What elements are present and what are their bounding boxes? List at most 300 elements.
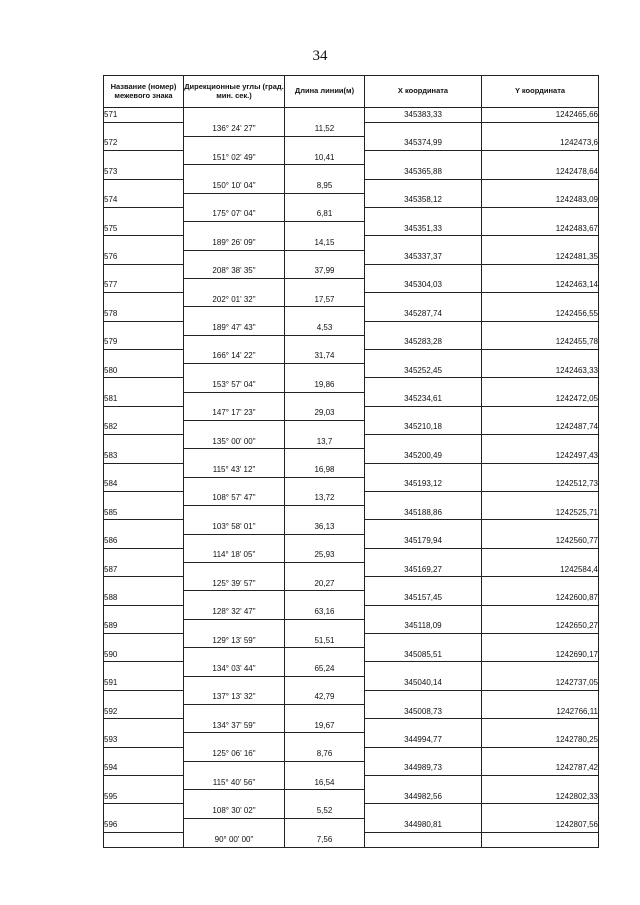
table-row — [104, 122, 599, 136]
empty-cell — [285, 420, 365, 434]
direction-angle: 135° 00' 00" — [184, 435, 285, 449]
y-coordinate: 1242512,73 — [482, 477, 599, 491]
direction-angle: 103° 58' 01" — [184, 520, 285, 534]
empty-cell — [285, 648, 365, 662]
y-coordinate: 1242525,71 — [482, 506, 599, 520]
empty-cell — [285, 165, 365, 179]
empty-cell — [104, 662, 184, 676]
line-length: 8,76 — [285, 747, 365, 761]
empty-cell — [184, 563, 285, 577]
empty-cell — [482, 236, 599, 250]
point-name: 596 — [104, 818, 184, 832]
empty-cell — [184, 136, 285, 150]
direction-angle: 153° 57' 04" — [184, 378, 285, 392]
empty-cell — [285, 705, 365, 719]
empty-cell — [285, 818, 365, 832]
empty-cell — [365, 832, 482, 847]
table-row — [104, 634, 599, 648]
direction-angle: 166° 14' 22" — [184, 349, 285, 363]
empty-cell — [184, 676, 285, 690]
header-name: Название (номер) межевого знака — [104, 76, 184, 108]
line-length: 65,24 — [285, 662, 365, 676]
table-row — [104, 307, 599, 321]
x-coordinate: 345157,45 — [365, 591, 482, 605]
y-coordinate: 1242455,78 — [482, 335, 599, 349]
empty-cell — [104, 207, 184, 221]
x-coordinate: 345374,99 — [365, 136, 482, 150]
empty-cell — [285, 449, 365, 463]
line-length: 14,15 — [285, 236, 365, 250]
empty-cell — [365, 179, 482, 193]
empty-cell — [482, 491, 599, 505]
point-name: 590 — [104, 648, 184, 662]
empty-cell — [365, 463, 482, 477]
direction-angle: 108° 57' 47" — [184, 491, 285, 505]
table-row — [104, 349, 599, 363]
empty-cell — [285, 278, 365, 292]
empty-cell — [184, 193, 285, 207]
point-name: 593 — [104, 733, 184, 747]
empty-cell — [104, 719, 184, 733]
empty-cell — [482, 662, 599, 676]
direction-angle: 208° 38' 35" — [184, 264, 285, 278]
y-coordinate: 1242463,33 — [482, 364, 599, 378]
table-row — [104, 420, 599, 434]
line-length: 63,16 — [285, 605, 365, 619]
x-coordinate: 344994,77 — [365, 733, 482, 747]
line-length: 29,03 — [285, 406, 365, 420]
table-row — [104, 108, 599, 123]
table-row — [104, 790, 599, 804]
direction-angle: 134° 03' 44" — [184, 662, 285, 676]
y-coordinate: 1242456,55 — [482, 307, 599, 321]
table-row — [104, 506, 599, 520]
empty-cell — [184, 222, 285, 236]
x-coordinate: 345304,03 — [365, 278, 482, 292]
table-row — [104, 207, 599, 221]
direction-angle: 202° 01' 32" — [184, 293, 285, 307]
direction-angle: 136° 24' 27" — [184, 122, 285, 136]
empty-cell — [184, 619, 285, 633]
direction-angle: 175° 07' 04" — [184, 207, 285, 221]
point-name: 584 — [104, 477, 184, 491]
empty-cell — [285, 392, 365, 406]
empty-cell — [184, 534, 285, 548]
empty-cell — [104, 577, 184, 591]
line-length: 6,81 — [285, 207, 365, 221]
empty-cell — [184, 278, 285, 292]
empty-cell — [365, 634, 482, 648]
table-row — [104, 563, 599, 577]
x-coordinate: 345383,33 — [365, 108, 482, 123]
table-row — [104, 250, 599, 264]
header-length: Длина линии(м) — [285, 76, 365, 108]
x-coordinate: 345365,88 — [365, 165, 482, 179]
x-coordinate: 345210,18 — [365, 420, 482, 434]
table-row — [104, 278, 599, 292]
empty-cell — [365, 122, 482, 136]
empty-cell — [184, 506, 285, 520]
line-length: 25,93 — [285, 548, 365, 562]
point-name: 591 — [104, 676, 184, 690]
table-row — [104, 690, 599, 704]
empty-cell — [184, 591, 285, 605]
direction-angle: 114° 18' 05" — [184, 548, 285, 562]
direction-angle: 151° 02' 49" — [184, 151, 285, 165]
empty-cell — [184, 648, 285, 662]
line-length: 4,53 — [285, 321, 365, 335]
empty-cell — [365, 406, 482, 420]
empty-cell — [285, 193, 365, 207]
empty-cell — [365, 548, 482, 562]
x-coordinate: 344989,73 — [365, 761, 482, 775]
table-row — [104, 733, 599, 747]
empty-cell — [104, 406, 184, 420]
line-length: 11,52 — [285, 122, 365, 136]
point-name: 581 — [104, 392, 184, 406]
x-coordinate: 344982,56 — [365, 790, 482, 804]
y-coordinate: 1242584,4 — [482, 563, 599, 577]
direction-angle: 90° 00' 00" — [184, 832, 285, 847]
empty-cell — [184, 818, 285, 832]
empty-cell — [365, 151, 482, 165]
direction-angle: 115° 40' 56" — [184, 776, 285, 790]
empty-cell — [104, 832, 184, 847]
y-coordinate: 1242766,11 — [482, 705, 599, 719]
table-row — [104, 648, 599, 662]
table-row — [104, 747, 599, 761]
y-coordinate: 1242483,67 — [482, 222, 599, 236]
empty-cell — [482, 321, 599, 335]
empty-cell — [285, 761, 365, 775]
point-name: 578 — [104, 307, 184, 321]
point-name: 576 — [104, 250, 184, 264]
empty-cell — [184, 733, 285, 747]
empty-cell — [365, 435, 482, 449]
empty-cell — [482, 804, 599, 818]
y-coordinate: 1242787,42 — [482, 761, 599, 775]
table-row — [104, 548, 599, 562]
line-length: 16,54 — [285, 776, 365, 790]
empty-cell — [365, 321, 482, 335]
y-coordinate: 1242650,27 — [482, 619, 599, 633]
empty-cell — [184, 477, 285, 491]
y-coordinate: 1242737,05 — [482, 676, 599, 690]
x-coordinate: 345085,51 — [365, 648, 482, 662]
line-length: 19,67 — [285, 719, 365, 733]
empty-cell — [285, 250, 365, 264]
empty-cell — [285, 335, 365, 349]
header-y: Y координата — [482, 76, 599, 108]
empty-cell — [482, 207, 599, 221]
table-row — [104, 491, 599, 505]
table-row — [104, 832, 599, 847]
table-row — [104, 449, 599, 463]
empty-cell — [104, 747, 184, 761]
point-name: 594 — [104, 761, 184, 775]
empty-cell — [285, 790, 365, 804]
table-row — [104, 818, 599, 832]
empty-cell — [482, 548, 599, 562]
point-name: 577 — [104, 278, 184, 292]
point-name: 582 — [104, 420, 184, 434]
point-name: 572 — [104, 136, 184, 150]
y-coordinate: 1242807,56 — [482, 818, 599, 832]
empty-cell — [365, 378, 482, 392]
line-length: 20,27 — [285, 577, 365, 591]
table-body — [104, 108, 599, 848]
table-row — [104, 236, 599, 250]
y-coordinate: 1242481,35 — [482, 250, 599, 264]
empty-cell — [184, 364, 285, 378]
empty-cell — [104, 463, 184, 477]
table-row — [104, 392, 599, 406]
point-name: 575 — [104, 222, 184, 236]
table-row — [104, 264, 599, 278]
empty-cell — [482, 747, 599, 761]
y-coordinate: 1242483,09 — [482, 193, 599, 207]
empty-cell — [104, 548, 184, 562]
empty-cell — [104, 605, 184, 619]
y-coordinate: 1242465,66 — [482, 108, 599, 123]
empty-cell — [285, 619, 365, 633]
header-x: X координата — [365, 76, 482, 108]
empty-cell — [285, 136, 365, 150]
line-length: 37,99 — [285, 264, 365, 278]
direction-angle: 125° 39' 57" — [184, 577, 285, 591]
empty-cell — [365, 349, 482, 363]
empty-cell — [104, 690, 184, 704]
table-row — [104, 591, 599, 605]
direction-angle: 189° 47' 43" — [184, 321, 285, 335]
line-length: 16,98 — [285, 463, 365, 477]
x-coordinate: 345234,61 — [365, 392, 482, 406]
empty-cell — [285, 534, 365, 548]
empty-cell — [365, 776, 482, 790]
empty-cell — [482, 719, 599, 733]
empty-cell — [184, 108, 285, 123]
empty-cell — [104, 236, 184, 250]
y-coordinate: 1242690,17 — [482, 648, 599, 662]
x-coordinate: 345040,14 — [365, 676, 482, 690]
y-coordinate: 1242600,87 — [482, 591, 599, 605]
empty-cell — [482, 378, 599, 392]
x-coordinate: 345008,73 — [365, 705, 482, 719]
table-row — [104, 193, 599, 207]
empty-cell — [365, 264, 482, 278]
empty-cell — [285, 307, 365, 321]
empty-cell — [365, 690, 482, 704]
y-coordinate: 1242463,14 — [482, 278, 599, 292]
direction-angle: 137° 13' 32" — [184, 690, 285, 704]
line-length: 13,7 — [285, 435, 365, 449]
empty-cell — [365, 520, 482, 534]
line-length: 5,52 — [285, 804, 365, 818]
empty-cell — [365, 719, 482, 733]
x-coordinate: 345188,86 — [365, 506, 482, 520]
x-coordinate: 345118,09 — [365, 619, 482, 633]
point-name: 580 — [104, 364, 184, 378]
empty-cell — [104, 179, 184, 193]
line-length: 10,41 — [285, 151, 365, 165]
empty-cell — [285, 733, 365, 747]
empty-cell — [104, 321, 184, 335]
empty-cell — [482, 832, 599, 847]
empty-cell — [104, 378, 184, 392]
table-row — [104, 151, 599, 165]
point-name: 595 — [104, 790, 184, 804]
point-name: 571 — [104, 108, 184, 123]
line-length: 7,56 — [285, 832, 365, 847]
y-coordinate: 1242497,43 — [482, 449, 599, 463]
x-coordinate: 345358,12 — [365, 193, 482, 207]
point-name: 586 — [104, 534, 184, 548]
point-name: 574 — [104, 193, 184, 207]
empty-cell — [184, 392, 285, 406]
line-length: 8,95 — [285, 179, 365, 193]
empty-cell — [285, 108, 365, 123]
empty-cell — [482, 293, 599, 307]
point-name: 579 — [104, 335, 184, 349]
table-row — [104, 520, 599, 534]
page-number: 34 — [312, 48, 328, 64]
x-coordinate: 345193,12 — [365, 477, 482, 491]
line-length: 51,51 — [285, 634, 365, 648]
table-row — [104, 435, 599, 449]
empty-cell — [365, 293, 482, 307]
x-coordinate: 345337,37 — [365, 250, 482, 264]
x-coordinate: 345169,27 — [365, 563, 482, 577]
direction-angle: 108° 30' 02" — [184, 804, 285, 818]
table-row — [104, 293, 599, 307]
empty-cell — [482, 151, 599, 165]
empty-cell — [104, 293, 184, 307]
empty-cell — [482, 264, 599, 278]
empty-cell — [482, 776, 599, 790]
empty-cell — [285, 676, 365, 690]
table-row — [104, 776, 599, 790]
empty-cell — [365, 747, 482, 761]
empty-cell — [184, 790, 285, 804]
table-row — [104, 662, 599, 676]
point-name: 587 — [104, 563, 184, 577]
point-name: 589 — [104, 619, 184, 633]
table-row — [104, 136, 599, 150]
direction-angle: 134° 37' 59" — [184, 719, 285, 733]
table-row — [104, 804, 599, 818]
line-length: 31,74 — [285, 349, 365, 363]
empty-cell — [365, 804, 482, 818]
x-coordinate: 345287,74 — [365, 307, 482, 321]
empty-cell — [365, 577, 482, 591]
empty-cell — [285, 364, 365, 378]
table-row — [104, 577, 599, 591]
table-row — [104, 463, 599, 477]
table-row — [104, 222, 599, 236]
line-length: 36,13 — [285, 520, 365, 534]
empty-cell — [104, 634, 184, 648]
empty-cell — [365, 236, 482, 250]
empty-cell — [365, 662, 482, 676]
empty-cell — [482, 690, 599, 704]
y-coordinate: 1242780,25 — [482, 733, 599, 747]
x-coordinate: 345283,28 — [365, 335, 482, 349]
empty-cell — [184, 449, 285, 463]
table-row — [104, 179, 599, 193]
y-coordinate: 1242802,33 — [482, 790, 599, 804]
empty-cell — [104, 122, 184, 136]
empty-cell — [482, 463, 599, 477]
empty-cell — [285, 563, 365, 577]
line-length: 19,86 — [285, 378, 365, 392]
direction-angle: 147° 17' 23" — [184, 406, 285, 420]
y-coordinate: 1242472,05 — [482, 392, 599, 406]
empty-cell — [285, 506, 365, 520]
table-row — [104, 165, 599, 179]
empty-cell — [104, 264, 184, 278]
empty-cell — [184, 420, 285, 434]
direction-angle: 115° 43' 12" — [184, 463, 285, 477]
point-name: 592 — [104, 705, 184, 719]
empty-cell — [285, 477, 365, 491]
empty-cell — [482, 520, 599, 534]
empty-cell — [184, 705, 285, 719]
empty-cell — [104, 435, 184, 449]
y-coordinate: 1242478,64 — [482, 165, 599, 179]
empty-cell — [184, 307, 285, 321]
header-angle: Дирекционные углы (град. мин. сек.) — [184, 76, 285, 108]
empty-cell — [482, 349, 599, 363]
empty-cell — [285, 591, 365, 605]
empty-cell — [104, 520, 184, 534]
empty-cell — [365, 207, 482, 221]
point-name: 588 — [104, 591, 184, 605]
table-row — [104, 406, 599, 420]
direction-angle: 129° 13' 59" — [184, 634, 285, 648]
empty-cell — [482, 605, 599, 619]
table-row — [104, 761, 599, 775]
y-coordinate: 1242473,6 — [482, 136, 599, 150]
empty-cell — [184, 250, 285, 264]
x-coordinate: 345179,94 — [365, 534, 482, 548]
table-row — [104, 619, 599, 633]
y-coordinate: 1242560,77 — [482, 534, 599, 548]
table-row — [104, 605, 599, 619]
table-row — [104, 378, 599, 392]
empty-cell — [365, 491, 482, 505]
x-coordinate: 345252,45 — [365, 364, 482, 378]
table-row — [104, 705, 599, 719]
empty-cell — [104, 151, 184, 165]
empty-cell — [104, 491, 184, 505]
empty-cell — [184, 165, 285, 179]
empty-cell — [104, 776, 184, 790]
empty-cell — [285, 222, 365, 236]
empty-cell — [482, 634, 599, 648]
empty-cell — [482, 406, 599, 420]
empty-cell — [482, 179, 599, 193]
table-row — [104, 477, 599, 491]
table-row — [104, 534, 599, 548]
empty-cell — [482, 122, 599, 136]
table-header-row — [104, 76, 599, 108]
direction-angle: 128° 32' 47" — [184, 605, 285, 619]
table-row — [104, 719, 599, 733]
direction-angle: 125° 06' 16" — [184, 747, 285, 761]
table-row — [104, 364, 599, 378]
x-coordinate: 345351,33 — [365, 222, 482, 236]
line-length: 17,57 — [285, 293, 365, 307]
